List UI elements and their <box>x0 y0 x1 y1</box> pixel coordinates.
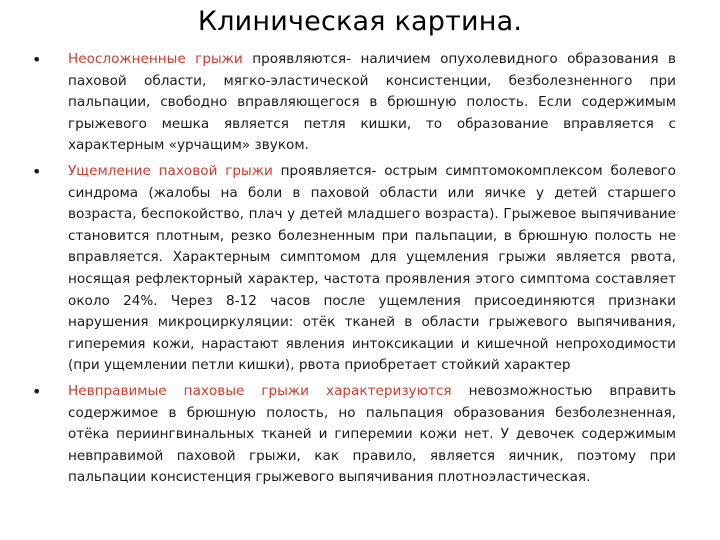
bullet-icon: • <box>32 50 42 69</box>
bullet-icon: • <box>32 161 42 181</box>
bullet-text: невозможностью вправить содержимое в брюшную полость, но пальпация образования безболезненная, отёка периингвинальных тканей и гиперемии кожи нет. У девочек содержимым невправимой паховой грыжи, как правило, является яичник, поэтому при пальпации консистенция грыжевого выпячивания плотноэластическая. <box>68 382 676 486</box>
bullet-item-uncomplicated-hernia <box>32 49 676 157</box>
bullet-list <box>32 49 676 489</box>
bullet-icon: • <box>32 381 42 401</box>
bullet-lead: Ущемление паховой грыжи <box>68 162 273 179</box>
bullet-item-irreducible-hernia <box>32 381 676 489</box>
slide-title: Клиническая картина. <box>197 6 523 37</box>
slide-content <box>32 49 676 493</box>
bullet-text: проявляется- острым симптомокомплексом болевого синдрома (жалобы на боли в паховой области или яичке у детей старшего возраста, беспокойство, плач у детей младшего возраста). Грыжевое выпячивание становится плотным, резко болезненным при пальпации, в брюшную полость не вправляется. Характерным симптомом для ущемления грыжи является рвота, носящая рефлекторный характер, частота проявления этого симптома составляет около 24%. Через 8-12 часов после ущемления присоединяются признаки нарушения микроциркуляции: отёк тканей в области грыжевого выпячивания, гиперемия кожи, нарастают явления интоксикации и кишечной непроходимости (при ущемлении петли кишки), рвота приобретает стойкий характер <box>68 162 676 374</box>
bullet-lead: Неосложненные грыжи <box>68 51 243 67</box>
bullet-text: проявляются- наличием опухолевидного образования в паховой области, мягко-эластической консистенции, безболезненного при пальпации, свободно вправляющегося в брюшную полость. Если содержимым грыжевого мешка является петля кишки, то образование вправляется с характерным «урчащим» звуком. <box>68 51 676 154</box>
bullet-lead: Невправимые паховые грыжи характеризуются <box>68 382 452 399</box>
bullet-item-strangulated-hernia <box>32 161 676 377</box>
